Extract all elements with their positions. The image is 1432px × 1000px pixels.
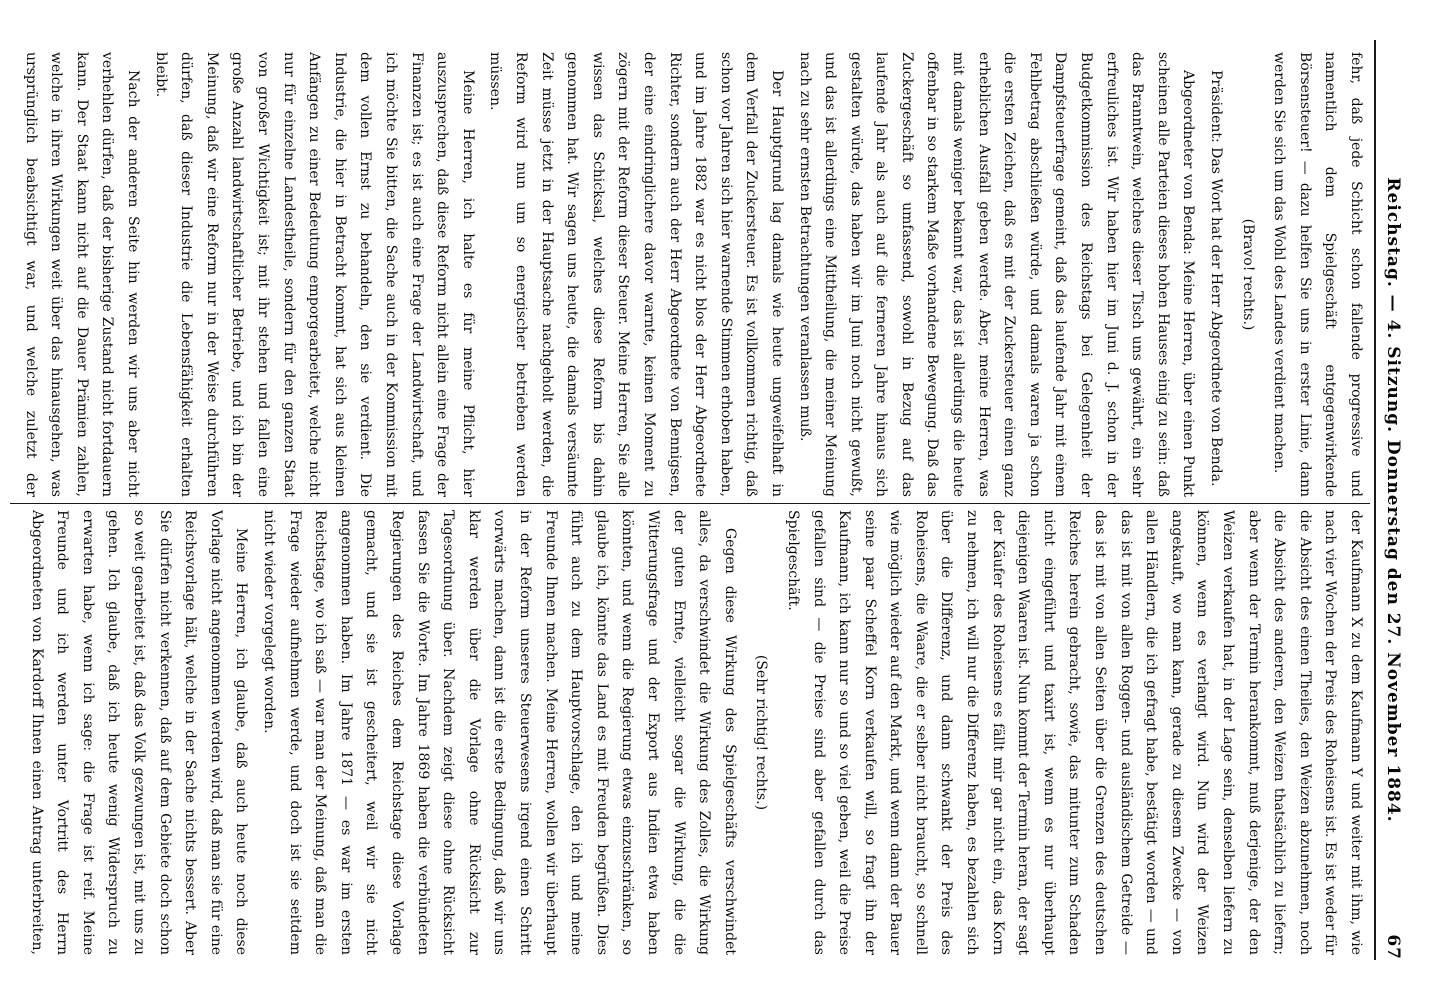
header-rule <box>1374 40 1376 960</box>
paragraph: fehr, daß jede Schicht schon fallende progressive und namentlich dem Spielgeschäft entgegenwirkende Börsensteuer! — dazu helfen Sie uns in erster Linie, dann werden Sie sich um das Wohl des Landes verdient machen. <box>1271 52 1364 497</box>
right-column <box>18 510 1368 955</box>
page-header <box>1378 40 1408 960</box>
paragraph: Präsident: Das Wort hat der Herr Abgeordnete von Benda. <box>1208 70 1225 487</box>
paragraph: Abgeordneter von Benda: Meine Herren, über einen Punkt scheinen alle Parteien dieses hohen Hauses einig zu sein: daß das Branntwein, welches dieser Tisch uns gewährt, ein sehr erfreuliches ist. Wir haben hier im Juni d. J. schon in der Budgetkommission des Reichstags bei Gelegenheit der Dampfsteuerfrage gemeint, daß das laufende Jahr mit einem Fehlbetrag abschließen würde, und damals waren ja schon die ersten Zeichen, daß es mit der Zuckersteuer einen ganz erheblichen Ausfall geben werde. Aber, meine Herren, was mit damals weniger bekannt war, das ist allerdings die heute offenbar in so starkem Maße vorhandene Bewegung. Daß das Zuckergeschäft so umfassend, sowohl in Bezug auf das laufende Jahr als auch auf die ferneren Jahre hinaus sich gestalten würde, das haben wir im Juni noch nicht gewußt, und das ist allerdings eine Mittheilung, die meiner Meinung nach zu sehr ernsten Betrachtungen veranlassen muß. <box>796 52 1197 497</box>
page-title: Reichstag. — 4. Sitzung. Donnerstag den 27. November 1884. <box>1383 177 1403 823</box>
column-divider <box>10 503 1370 504</box>
paragraph: der Kaufmann X zu dem Kaufmann Y und weiter mit ihm, wie nach vier Wochen der Preis des Roheisens ist. Es ist weder für die Absicht des einen Theiles, den Weizen abzunehmen, noch die Absicht des anderen, den Weizen thatsächlich zu liefern; aber wenn der Termin herankommt, muß derjenige, der den Weizen verkaufen hat, in der Lage sein, denselben liefern zu können, wenn es verlangt wird. Nun wird der Weizen angekauft, wo man kann, gerade zu diesem Zwecke — von allen Händlern, die ich gefragt habe, bestätigt worden — und das ist mit von allen Roggen- und ausländischem Getreide — das ist mit von allen Seiten über die Grenzen des deutschen Reiches herein gebracht, sowie, das mitunter zum Schaden nicht eingeführt und taxirt ist, wenn es nur überhaupt diejenigen Waaren ist. Nun kommt der Termin heran, der sagt der Käufer des Roheisens es fällt mir gar nicht ein, das Korn zu nehmen, ich will nur die Differenz haben, es bezahlen sich über die Differenz, und dann schwankt der Preis des Roheisens, die Waare, die er selber nicht braucht, so schnell wie möglich wieder auf den Markt, und wenn dann der Bauer seine paar Scheffel Korn verkaufen will, so fragt ihn der Kaufmann, ich kann nur so und so viel geben, weil die Preise gefallen sind — die Preise sind aber gefallen durch das Spielgeschäft. <box>784 510 1364 955</box>
left-column <box>18 52 1368 497</box>
paragraph: Nach der anderen Seite hin werden wir uns aber nicht verhehlen dürfen, daß der bisherige Zustand nicht fortdauern kann. Der Staat kann nicht auf die Dauer Prämien zahlen, welche in ihren Wirkungen weit über das hinausgehen, was ursprünglich beabsichtigt war, und welche zuletzt der <box>22 52 142 497</box>
interjection: (Bravo! rechts.) <box>1239 218 1256 331</box>
paragraph: Meine Herren, ich halte es für meine Pflicht, hier auszusprechen, daß diese Reform nicht allein eine Frage der Finanzen ist; es ist auch eine Frage der Landwirtschaft, und ich möchte Sie bitten, die Sache auch in der Kommission mit dem vollen Ernst zu behandeln, den sie verdient. Die Industrie, die hier in Betracht kommt, hat sich aus kleinen Anfängen zu einer Bedeutung emporgearbeitet, welche nicht nur für einzelne Landestheile, sondern für den ganzen Staat von großer Wichtigkeit ist; mit ihr stehen und fallen eine große Anzahl landwirtschaftlicher Betriebe, und ich bin der Meinung, daß wir eine Reform nur in der Weise durchführen dürfen, daß dieser Industrie die Lebensfähigkeit erhalten bleibt. <box>152 52 476 497</box>
interjection: (Sehr richtig! rechts.) <box>753 654 770 811</box>
page-number: 67 <box>1383 934 1403 960</box>
paragraph: Meine Herren, ich glaube, daß auch heute noch diese Vorlage nicht angenommen werden wird, daß man sie für eine Reichsvorlage hält, welche in der Sache nichts bessert. Aber Sie dürfen nicht verkennen, daß auf dem Gebiete doch schon so weit gearbeitet ist, daß das Volk gezwungen ist, mit uns zu gehen. Ich glaube, daß ich heute wenig Widerspruch zu erwarten habe, wenn ich sage: die Frage ist reif. Meine Freunde und ich werden unter Vortritt des Herrn Abgeordneten von Kardorff Ihnen einen Antrag unterbreiten, <box>28 510 250 955</box>
paragraph: Der Hauptgrund lag damals wie heute ungweifelhaft in dem Verfall der Zuckersteuer. Es ist vollkommen richtig, daß schon vor Jahren sich hier warnende Stimmen erhoben haben, und im Jahre 1882 war es nicht blos der Herr Abgeordnete Richter, sondern auch der Herr Abgeordnete von Bennigsen, der eine eindringlichere davor warnte, keinen Moment zu zögern mit der Reform dieser Steuer. Meine Herren, Sie alle wissen das Schicksal, welches diese Reform bis dahin genommen hat. Wir sagen uns heute, die damals versäumte Zeit müsse jetzt in der Hauptsache nachgeholt werden, die Reform wird nun um so energischer betrieben werden müssen. <box>487 52 785 497</box>
paragraph: Gegen diese Wirkung des Spielgeschäfts verschwindet alles, da verschwindet die Wirkung des Zolles, die Wirkung der guten Ernte, vielleicht sogar die Wirkung, die die Witterungsfrage und der Export aus Indien etwa haben könnten, und wenn die Regierung etwas einzuschränken, so glaube ich, könnte das Land es mit Freuden begrüßen. Dies führt auch zu dem Hauptvorschlage, den ich und meine Freunde Ihnen machen. Meine Herren, wollen wir überhaupt in der Reform unseres Steuerwesens irgend einen Schritt vorwärts machen, dann ist die erste Bedingung, daß wir uns klar werden über die Vorlage ohne Rücksicht zur Tagesordnung über. Nachdem zeigt diese ohne Rücksicht fassen Sie die Worte. Im Jahre 1869 haben die verbündeten Regierungen des Reiches dem Reichstage diese Vorlage gemacht, und sie ist gescheitert, weil wir sie nicht angenommen haben. Im Jahre 1871 — es war im ersten Reichstage, wo ich saß — war man der Meinung, daß man die Frage wieder aufnehmen werde, und doch ist sie seitdem nicht wieder vorgelegt worden. <box>261 510 738 955</box>
